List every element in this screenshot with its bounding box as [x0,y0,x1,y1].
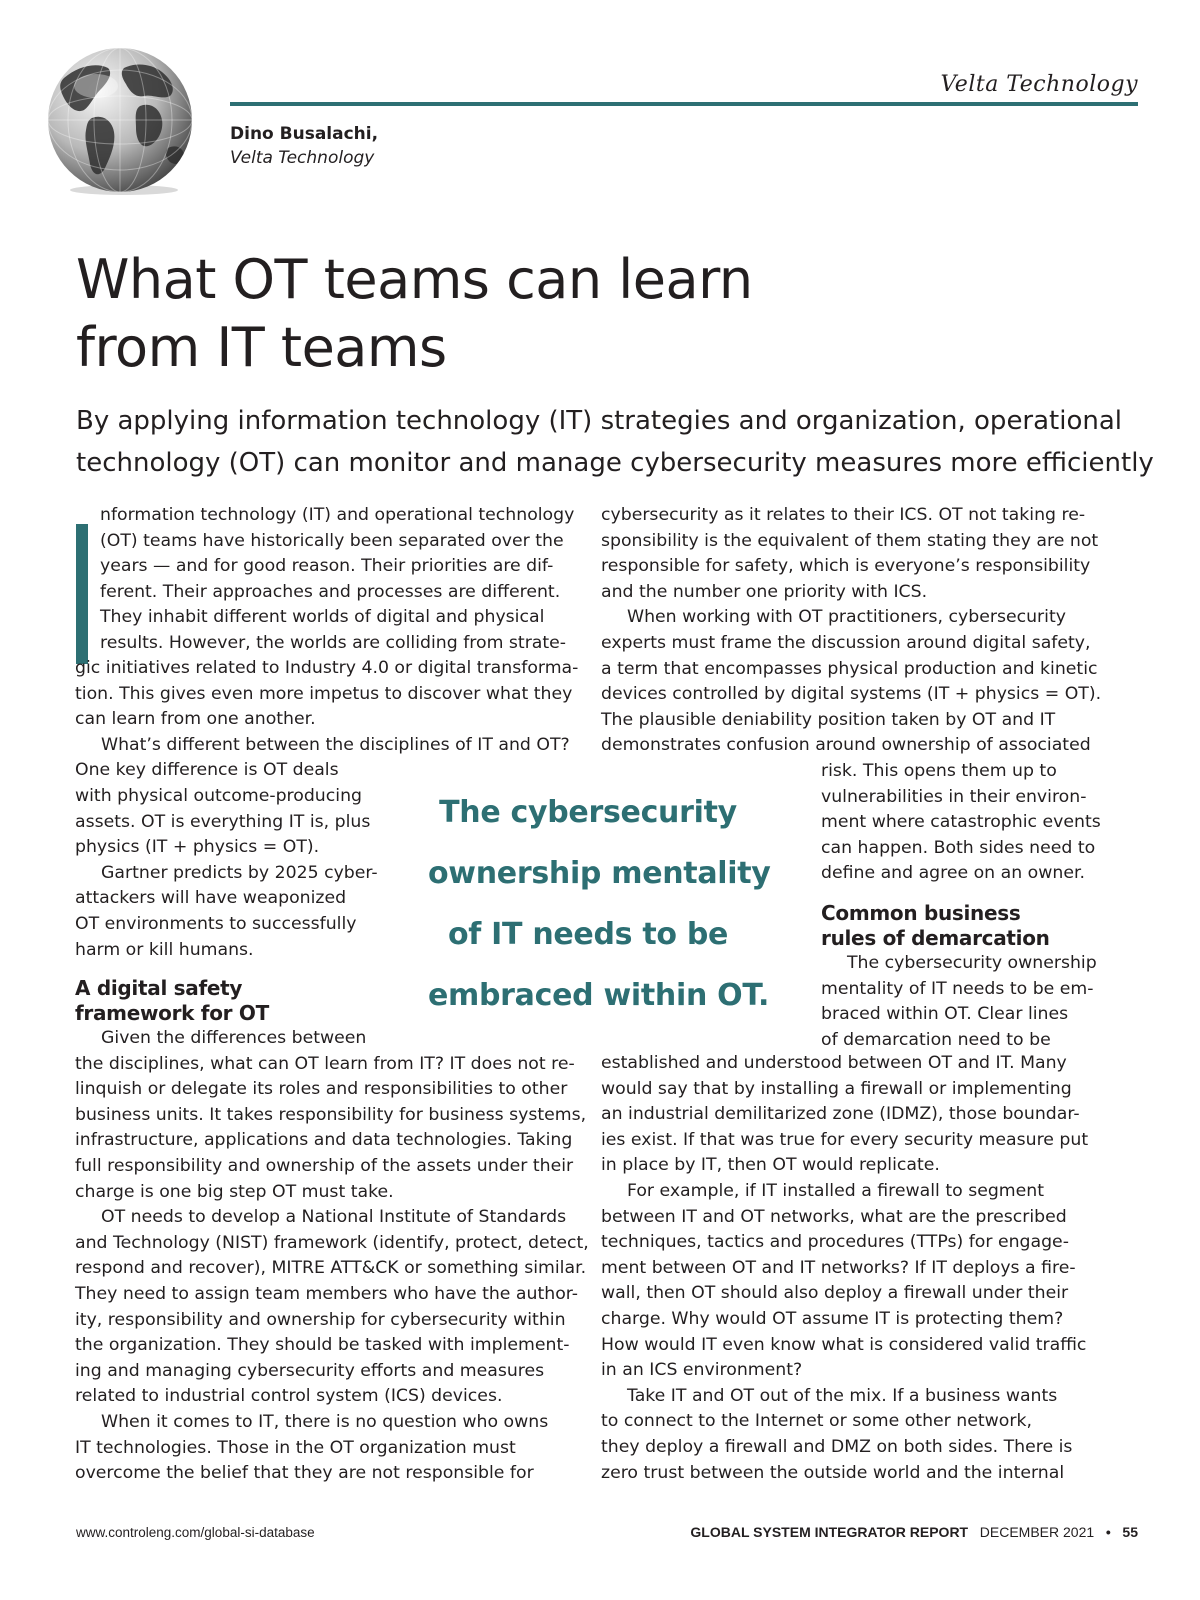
column-1-intro [100,503,574,657]
body-line: zero trust between the outside world and the internal [601,1462,1065,1483]
footer-publication-info [690,1524,1138,1540]
body-line: demonstrates confusion around ownership of associated [601,735,1091,756]
body-line: and Technology (NIST) framework (identify, protect, detect, [75,1232,589,1253]
header-company: Velta Technology [940,72,1138,97]
body-line: an industrial demilitarized zone (IDMZ), those boundar- [601,1104,1080,1125]
author-company: Velta Technology [230,148,375,168]
column-2-top [601,503,1101,759]
body-line: What’s different between the disciplines of IT and OT? [101,734,570,755]
body-line: When working with OT practitioners, cybersecurity [627,607,1066,628]
subhead-line: rules of demarcation [821,926,1050,950]
body-line: wall, then OT should also deploy a firewall under their [601,1283,1069,1304]
body-line: ies exist. If that was true for every security measure put [601,1129,1089,1150]
subhead-demarcation [821,901,1050,951]
body-line: cybersecurity as it relates to their ICS. OT not taking re- [601,505,1086,525]
body-line: of demarcation need to be [821,1029,1051,1050]
body-line: linquish or delegate its roles and responsibilities to other [75,1079,568,1100]
headline-line: What OT teams can learn [76,248,753,311]
body-line: they deploy a firewall and DMZ on both sides. There is [601,1436,1073,1457]
body-line: can learn from one another. [75,709,316,730]
body-line: OT environments to successfully [75,913,357,934]
body-line: between IT and OT networks, what are the prescribed [601,1206,1067,1227]
subhead-digital-safety [75,976,269,1026]
body-line: ferent. Their approaches and processes are different. [100,581,561,602]
body-line: They inhabit different worlds of digital and physical [100,607,545,628]
pull-quote [428,782,771,1026]
body-line: The cybersecurity ownership [847,953,1097,973]
column-2-narrow [821,759,1101,887]
pull-quote-line: of IT needs to be [447,917,729,952]
body-line: attackers will have weaponized [75,888,347,909]
body-line: risk. This opens them up to [821,761,1057,781]
footer-publication: GLOBAL SYSTEM INTEGRATOR REPORT [690,1524,969,1540]
footer-url[interactable]: www.controleng.com/global-si-database [76,1525,315,1540]
body-line: to connect to the Internet or some other network, [601,1411,1032,1432]
body-line: charge is one big step OT must take. [75,1181,394,1202]
body-line: sponsibility is the equivalent of them stating they are not [601,530,1099,551]
drop-cap [76,524,88,664]
body-line: ment between OT and IT networks? If IT deploys a fire- [601,1257,1076,1278]
body-line: experts must frame the discussion around digital safety, [601,632,1091,653]
body-line: assets. OT is everything IT is, plus [75,811,371,832]
pull-quote-line: embraced within OT. [428,978,770,1013]
body-line: the disciplines, what can OT learn from IT? IT does not re- [75,1053,575,1074]
body-line: a term that encompasses physical production and kinetic [601,658,1098,679]
subhead-line: A digital safety [75,976,243,1000]
body-line: ing and managing cybersecurity efforts and measures [75,1360,545,1381]
author-name: Dino Busalachi, [230,124,379,144]
body-line: techniques, tactics and procedures (TTPs) for engage- [601,1232,1069,1253]
headline [76,246,1136,382]
body-line: established and understood between OT and IT. Many [601,1053,1067,1073]
pull-quote-line: ownership mentality [428,856,771,891]
body-line: charge. Why would OT assume IT is protecting them? [601,1308,1064,1329]
footer-date: DECEMBER 2021 [979,1524,1095,1540]
body-line: For example, if IT installed a firewall to segment [627,1180,1044,1201]
body-line: Take IT and OT out of the mix. If a business wants [627,1385,1058,1406]
deck-line: By applying information technology (IT) strategies and organization, operational [76,406,1123,436]
header-rule [230,102,1138,106]
body-line: in place by IT, then OT would replicate. [601,1155,940,1176]
body-line: mentality of IT needs to be em- [821,978,1094,999]
body-line: infrastructure, applications and data technologies. Taking [75,1130,573,1151]
headline-line: from IT teams [76,316,447,379]
body-line: full responsibility and ownership of the assets under their [75,1155,574,1176]
body-line: can happen. Both sides need to [821,837,1096,858]
body-line: ment where catastrophic events [821,812,1101,833]
body-line: Gartner predicts by 2025 cyber- [101,862,378,883]
pull-quote-line: The cybersecurity [439,795,737,830]
body-line: The plausible deniability position taken by OT and IT [601,709,1056,730]
deck [76,400,1156,484]
page-number: 55 [1122,1524,1138,1540]
body-line: devices controlled by digital systems (IT + physics = OT). [601,684,1102,705]
subhead-line: Common business [821,901,1021,925]
column-2-narrow-2 [821,951,1097,1053]
subhead-line: framework for OT [75,1001,269,1025]
body-line: overcome the belief that they are not responsible for [75,1463,534,1484]
body-line: responsible for safety, which is everyone’s responsibility [601,556,1091,577]
body-line: related to industrial control system (ICS) devices. [75,1386,503,1407]
body-line: vulnerabilities in their environ- [821,786,1087,807]
body-line: Given the differences between [101,1028,367,1048]
globe-icon [44,44,196,196]
body-line: IT technologies. Those in the OT organization must [75,1437,516,1458]
body-line: and the number one priority with ICS. [601,581,928,602]
body-line: respond and recover), MITRE ATT&CK or something similar. [75,1258,587,1279]
body-line: OT needs to develop a National Institute of Standards [101,1207,567,1228]
body-line: nformation technology (IT) and operational technology [100,505,575,525]
body-line: define and agree on an owner. [821,863,1085,884]
column-2-body [601,1051,1088,1486]
column-1-body [75,1026,589,1487]
body-line: gic initiatives related to Industry 4.0 or digital transforma- [75,658,579,678]
body-line: the organization. They should be tasked with implement- [75,1335,570,1356]
body-line: with physical outcome-producing [75,785,362,806]
body-line: results. However, the worlds are colliding from strate- [100,632,567,653]
body-line: business units. It takes responsibility for business systems, [75,1104,587,1125]
body-line: tion. This gives even more impetus to discover what they [75,683,573,704]
body-line: They need to assign team members who have the author- [75,1283,579,1304]
deck-line: technology (OT) can monitor and manage cybersecurity measures more efficiently [76,448,1154,478]
body-line: would say that by installing a firewall or implementing [601,1078,1072,1099]
body-line: harm or kill humans. [75,939,254,960]
body-line: One key difference is OT deals [75,760,339,781]
footer-separator: • [1105,1524,1111,1540]
body-line: years — and for good reason. Their priorities are dif- [100,556,554,577]
body-line: braced within OT. Clear lines [821,1004,1069,1025]
body-line: ity, responsibility and ownership for cybersecurity within [75,1309,566,1330]
body-line: When it comes to IT, there is no question who owns [101,1411,549,1432]
body-line: How would IT even know what is considered valid traffic [601,1334,1087,1355]
body-line: (OT) teams have historically been separated over the [100,530,564,551]
body-line: in an ICS environment? [601,1360,803,1381]
body-line: physics (IT + physics = OT). [75,837,320,858]
